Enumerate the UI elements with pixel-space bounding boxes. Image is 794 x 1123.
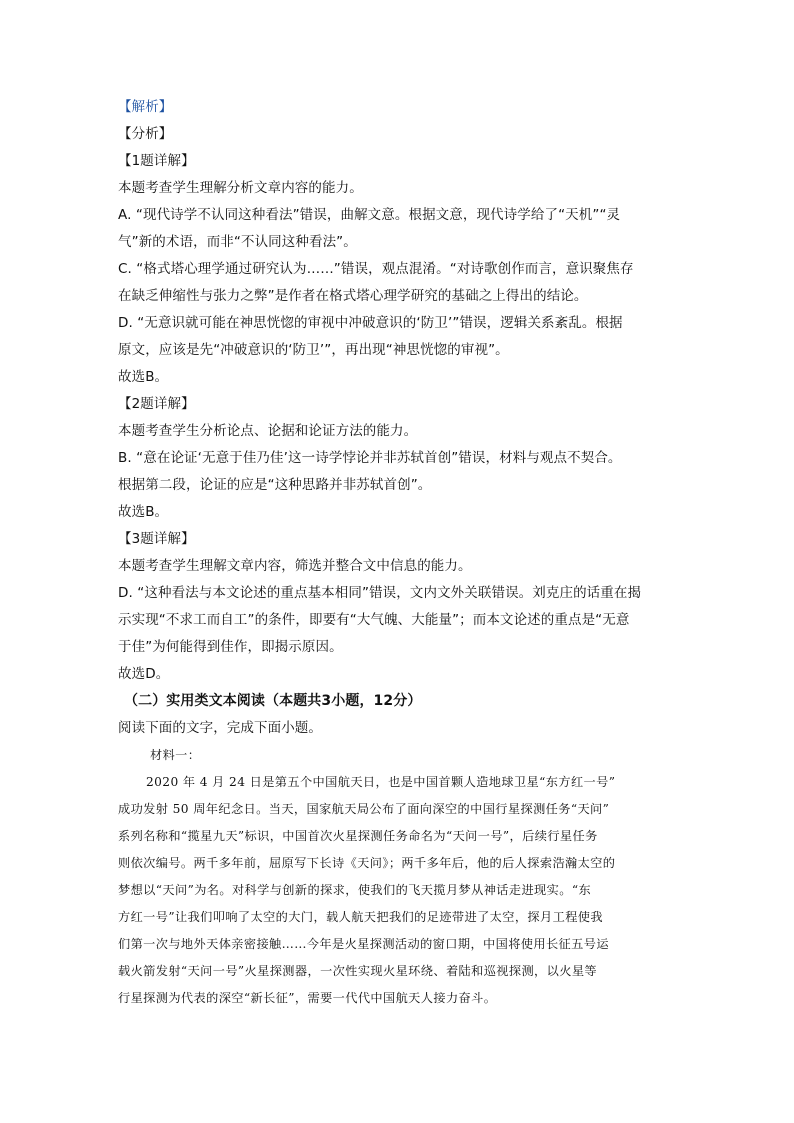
q1-line: C. “格式塔心理学通过研究认为……”错误，观点混淆。“对诗歌创作而言，意识聚焦存 bbox=[118, 261, 634, 277]
q3-line: D. “这种看法与本文论述的重点基本相同”错误，文内文外关联错误。刘克庄的话重在揭 bbox=[118, 585, 642, 601]
q3-answer: 故选D。 bbox=[118, 666, 170, 682]
material-line: 梦想以“天问”为名。对科学与创新的探求，使我们的飞天揽月梦从神话走进现实。“东 bbox=[118, 883, 592, 897]
q3-title: 【3题详解】 bbox=[118, 531, 195, 547]
q1-title: 【1题详解】 bbox=[118, 153, 195, 169]
q3-line: 示实现“不求工而自工”的条件，即要有“大气魄、大能量”；而本文论述的重点是“无意 bbox=[118, 612, 630, 628]
material-line: 们第一次与地外天体亲密接触……今年是火星探测活动的窗口期，中国将使用长征五号运 bbox=[118, 937, 609, 951]
q2-title: 【2题详解】 bbox=[118, 396, 195, 412]
material-line: 行星探测为代表的深空“新长征”，需要一代代中国航天人接力奋斗。 bbox=[118, 991, 497, 1005]
material-label: 材料一： bbox=[150, 748, 201, 762]
material-line: 系列名称和“揽星九天”标识，中国首次火星探测任务命名为“天问一号”，后续行星任务 bbox=[118, 829, 598, 843]
q3-line: 于佳”为何能得到佳作，即揭示原因。 bbox=[118, 639, 343, 655]
q3-line: 本题考查学生理解文章内容，筛选并整合文中信息的能力。 bbox=[118, 558, 472, 574]
q1-line: D. “无意识就可能在神思恍惚的审视中冲破意识的‘防卫’”错误，逻辑关系紊乱。根据 bbox=[118, 315, 623, 331]
material-line: 成功发射 50 周年纪念日。当天，国家航天局公布了面向深空的中国行星探测任务“天问” bbox=[118, 802, 610, 816]
section-heading: （二）实用类文本阅读（本题共3小题，12分） bbox=[124, 693, 422, 709]
q2-line: 本题考查学生分析论点、论据和论证方法的能力。 bbox=[118, 423, 418, 439]
q1-line: 本题考查学生理解分析文章内容的能力。 bbox=[118, 180, 363, 196]
q1-answer: 故选B。 bbox=[118, 369, 169, 385]
material-line: 2020 年 4 月 24 日是第五个中国航天日，也是中国首颗人造地球卫星“东方红一号” bbox=[146, 775, 616, 789]
q1-line: 气”新的术语，而非“不认同这种看法”。 bbox=[118, 234, 357, 250]
q2-answer: 故选B。 bbox=[118, 504, 169, 520]
section-instruction: 阅读下面的文字，完成下面小题。 bbox=[118, 720, 322, 736]
q1-line: 原文，应该是先“冲破意识的‘防卫’”，再出现“神思恍惚的审视”。 bbox=[118, 342, 509, 358]
q2-line: B. “意在论证‘无意于佳乃佳’这一诗学悖论并非苏轼首创”错误，材料与观点不契合。 bbox=[118, 450, 622, 466]
analysis-subheading: 【分析】 bbox=[118, 126, 173, 142]
q2-line: 根据第二段，论证的应是“这种思路并非苏轼首创”。 bbox=[118, 477, 432, 493]
q1-line: 在缺乏伸缩性与张力之弊”是作者在格式塔心理学研究的基础之上得出的结论。 bbox=[118, 288, 588, 304]
material-line: 方红一号”让我们叩响了太空的大门，载人航天把我们的足迹带进了太空，探月工程使我 bbox=[118, 910, 603, 924]
document-page bbox=[118, 94, 678, 1012]
material-line: 则依次编号。两千多年前，屈原写下长诗《天问》；两千多年后，他的后人探索浩瀚太空的 bbox=[118, 856, 616, 870]
analysis-heading: 【解析】 bbox=[118, 99, 173, 115]
q1-line: A. “现代诗学不认同这种看法”错误，曲解文意。根据文意，现代诗学给了“天机”“灵 bbox=[118, 207, 621, 223]
material-line: 载火箭发射“天问一号”火星探测器，一次性实现火星环绕、着陆和巡视探测，以火星等 bbox=[118, 964, 597, 978]
